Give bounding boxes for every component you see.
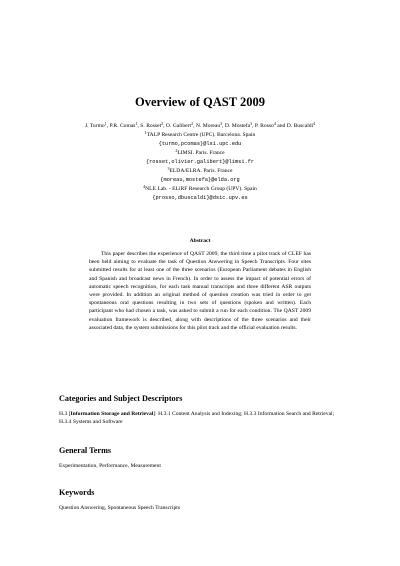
author: P. Rosso$^4$ and xyxy=(254,121,287,129)
affiliation-email: {rosset,olivier.galibert}@limsi.fr xyxy=(145,159,255,165)
affiliation-name: $^1$TALP Research Centre (UPC). Barcelona. Spain xyxy=(144,130,256,138)
author-list xyxy=(0,121,400,130)
categories-text: H.3 [Information Storage and Retrieval]: H.3.1 Content Analysis and Indexing; H.3.3 Information Search and Retrieval; H.3.4 Systems and Software xyxy=(59,411,335,426)
affiliation-email: {moreau,mostefa}@elda.org xyxy=(160,177,240,183)
author: J. Turmo$^1$, xyxy=(84,121,110,129)
affiliation-name: $^3$ELDA/ELRA. Paris. France xyxy=(167,166,233,174)
affiliation-name: $^2$LIMSI. Paris. France xyxy=(175,148,225,156)
keywords-heading: Keywords xyxy=(59,488,95,497)
general-terms-text: Experimentation, Performance, Measurement xyxy=(59,463,161,469)
author: N. Moreau$^3$, xyxy=(195,121,225,129)
general-terms-heading: General Terms xyxy=(59,446,112,455)
author: D. Buscaldi$^4$ xyxy=(286,121,316,129)
affiliation-email: {prosso,dbuscaldi}@dsic.upv.es xyxy=(152,195,248,201)
paper-title: Overview of QAST 2009 xyxy=(135,95,265,109)
abstract-heading: Abstract xyxy=(189,238,211,244)
affiliation-name: $^4$NLE Lab. - ELiRF Research Group (UPV). Spain xyxy=(143,184,257,192)
author: P.R. Comas$^1$, xyxy=(109,121,141,129)
author: S. Rosset$^2$, xyxy=(140,121,166,129)
affiliation-email: {turmo,pcomas}@lsi.upc.edu xyxy=(158,141,242,147)
author: D. Mostefa$^3$, xyxy=(224,121,255,129)
keywords-text: Question Answering, Spontaneous Speech Transcripts xyxy=(59,505,181,511)
categories-heading: Categories and Subject Descriptors xyxy=(59,394,183,403)
author: O. Galibert$^2$, xyxy=(165,121,196,129)
abstract-text: This paper describes the experience of QAST 2009, the third time a pilot track of CLEF has been held aiming to evaluate the task of Question Answering in Speech Transcripts. Four sites submitted results for at least one of the three scenarios (European Parliament debates in English and Spanish and broadcast news in French). In order to assess the impact of potential errors of automatic speech recognition, for each task manual transcripts and three different ASR outputs were provided. In addition an original method of question creation was tried in order to get spontaneous oral questions resulting in two sets of questions (spoken and written). Each participant who had chosen a task, was asked to submit a run for each condition. The QAST 2009 evaluation framework is described, along with descriptions of the three scenarios and their associated data, the system submissions for this pilot track and the official evaluation results. xyxy=(89,251,311,331)
